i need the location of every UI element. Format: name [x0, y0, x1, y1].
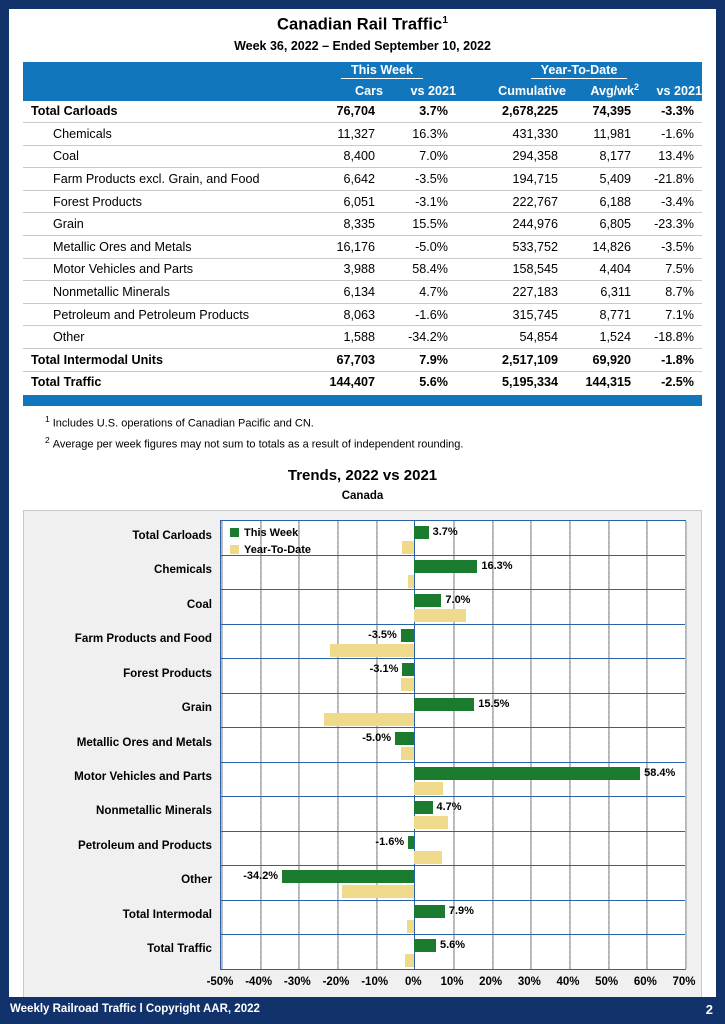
cell-cars: 144,407 [329, 375, 375, 390]
chart-gridline [337, 521, 339, 969]
chart-bar [414, 594, 441, 607]
chart-x-tick-label: 20% [479, 975, 503, 988]
chart-bar [330, 644, 414, 657]
cell-category: Other [23, 326, 308, 349]
traffic-table-body [23, 101, 702, 394]
cell-cumulative: 2,678,225 [456, 101, 566, 123]
chart-bar-label: 7.0% [445, 594, 471, 607]
table-row [23, 236, 702, 259]
cell-category: Grain [23, 213, 308, 236]
col-header-category [23, 81, 308, 101]
cell-avg: 5,409 [566, 168, 639, 191]
chart-bar [414, 767, 640, 780]
col-header-avg-per-week: Avg/$wk^2$ [566, 81, 639, 101]
chart-bar-label: -5.0% [362, 732, 391, 745]
chart-bar [414, 609, 466, 622]
cell-wk-pct: 7.0% [383, 145, 456, 168]
chart-bar [414, 560, 477, 573]
cell-avg: 69,920 [566, 349, 639, 372]
chart-category-label: Grain [181, 701, 212, 715]
cell-cars: 8,400 [308, 145, 383, 168]
cell-cumulative: 5,195,334 [501, 375, 558, 390]
legend-swatch-this-week [230, 528, 239, 537]
chart-row-separator [221, 831, 685, 832]
cell-cars: 1,588 [308, 326, 383, 349]
chart-bar [324, 713, 414, 726]
table-row [23, 326, 702, 349]
cell-cars: 8,335 [308, 213, 383, 236]
chart-category-label: Total Intermodal [122, 907, 212, 921]
chart-gridline [453, 521, 455, 969]
chart-bar-label: 5.6% [439, 939, 466, 952]
chart-bar-label: -1.6% [375, 835, 405, 848]
cell-ytd-pct: -23.3% [639, 213, 702, 236]
footnote-2: $^2$ Average per week figures may not sum to totals as a result of independent rounding. [45, 434, 464, 451]
cell-wk-pct: 4.7% [383, 281, 456, 304]
cell-ytd-pct: -1.6% [639, 123, 702, 146]
chart-category-label: Total Carloads [132, 528, 212, 542]
chart-bar [414, 782, 443, 795]
chart-bar-label: 7.9% [448, 904, 474, 917]
chart-gridline [646, 521, 648, 969]
chart-bar [414, 698, 474, 711]
table-row [23, 168, 702, 191]
chart-row-separator [221, 865, 685, 866]
chart-row-separator [221, 900, 685, 901]
chart-category-label: Metallic Ores and Metals [76, 735, 212, 749]
cell-wk-pct: 16.3% [383, 123, 456, 146]
table-row [23, 258, 702, 281]
chart-zero-axis [414, 521, 415, 969]
chart-bar [407, 920, 414, 933]
col-header-ytd-vs-2021: vs 2021 [639, 81, 702, 101]
chart-bar-label: 15.5% [478, 697, 510, 710]
cell-category: Total Carloads [23, 101, 308, 123]
table-row [23, 349, 702, 372]
chart-x-tick-label: -30% [283, 975, 311, 988]
cell-ytd-pct: -3.3% [639, 101, 702, 123]
legend-item-year-to-date: Year-To-Date [230, 544, 311, 556]
cell-ytd-pct: 8.7% [639, 281, 702, 304]
cell-avg: 6,311 [566, 281, 639, 304]
cell-cars: 11,327 [308, 123, 383, 146]
cell-avg: 14,826 [566, 236, 639, 259]
chart-row-separator [221, 934, 685, 935]
chart-bar [402, 663, 414, 676]
chart-bar [401, 678, 414, 691]
chart-x-tick-label: 0% [405, 975, 422, 988]
chart-gridline [608, 521, 610, 969]
chart-bar-label: 4.7% [436, 801, 462, 814]
chart-row-separator [221, 624, 685, 625]
cell-category: Coal [23, 145, 308, 168]
cell-ytd-pct: -3.4% [639, 190, 702, 213]
table-row [23, 281, 702, 304]
page-title-footnote-marker: 1 [442, 15, 448, 26]
cell-cumulative: 54,854 [456, 326, 566, 349]
table-column-header-row [23, 81, 702, 101]
chart-x-tick-label: 30% [517, 975, 541, 988]
cell-category: Farm Products excl. Grain, and Food [23, 168, 308, 191]
col-header-week-vs-2021: vs 2021 [383, 81, 456, 101]
chart-x-tick-label: 60% [633, 975, 657, 988]
cell-avg: 6,188 [566, 190, 639, 213]
cell-cumulative: 222,767 [456, 190, 566, 213]
chart-category-label: Forest Products [123, 666, 212, 680]
cell-category: Total Intermodal Units [23, 349, 308, 372]
table-row [23, 190, 702, 213]
cell-cumulative: 315,745 [456, 303, 566, 326]
cell-cumulative: 227,183 [456, 281, 566, 304]
footnote-1: $^1$ Includes U.S. operations of Canadian Pacific and CN. [45, 414, 314, 430]
footer-page-number: 2 [705, 1002, 713, 1017]
chart-x-tick-label: 50% [595, 975, 619, 988]
chart-bar-label: -3.1% [369, 663, 399, 676]
cell-avg: 1,524 [566, 326, 639, 349]
cell-category: Metallic Ores and Metals [23, 236, 308, 259]
footer-text: Weekly Railroad Traffic l Copyright AAR, 2022 [10, 1003, 260, 1015]
chart-category-label: Chemicals [154, 563, 212, 577]
chart-bar [414, 851, 441, 864]
cell-cars: 3,988 [308, 258, 383, 281]
chart-bar [414, 905, 445, 918]
cell-category: Motor Vehicles and Parts [23, 258, 308, 281]
table-row [23, 303, 702, 326]
chart-category-label: Farm Products and Food [74, 632, 212, 646]
chart-gridline [530, 521, 532, 969]
chart-gridline [298, 521, 300, 969]
chart-gridline [569, 521, 571, 969]
chart-bar [395, 732, 414, 745]
chart-bar-label: 3.7% [432, 525, 458, 538]
cell-cumulative: 2,517,109 [456, 349, 566, 372]
cell-wk-pct: -5.0% [383, 236, 456, 259]
chart-x-tick-label: 70% [672, 975, 696, 988]
chart-bar-label: 58.4% [644, 766, 676, 779]
cell-avg: 74,395 [566, 101, 639, 123]
cell-category: Nonmetallic Minerals [23, 281, 308, 304]
chart-x-tick-label: -50% [206, 975, 234, 988]
chart-bar-label: -34.2% [243, 870, 279, 883]
cell-ytd-pct: -1.8% [639, 349, 702, 372]
table-group-header-row [23, 62, 702, 81]
cell-category: Forest Products [23, 190, 308, 213]
chart-bar [414, 526, 428, 539]
cell-wk-pct: -3.1% [383, 190, 456, 213]
chart-bar [342, 885, 415, 898]
page-subtitle: Week 36, 2022 – Ended September 10, 2022 [234, 38, 491, 53]
chart-bar [405, 954, 415, 967]
table-row [23, 145, 702, 168]
chart-gridline [221, 521, 223, 969]
chart-row-separator [221, 762, 685, 763]
chart-category-label: Motor Vehicles and Parts [74, 769, 212, 783]
cell-avg: 4,404 [566, 258, 639, 281]
table-row [23, 101, 702, 123]
footnotes [45, 411, 702, 452]
traffic-table-wrapper [23, 62, 702, 394]
table-row [23, 213, 702, 236]
chart-category-label: Total Traffic [147, 942, 212, 956]
chart-category-label: Petroleum and Products [78, 838, 212, 852]
chart-bar [414, 801, 432, 814]
cell-ytd-pct: 7.1% [639, 303, 702, 326]
chart-subtitle: Canada [341, 489, 384, 502]
group-header-this-week: This Week [308, 62, 456, 81]
cell-ytd-pct: -3.5% [639, 236, 702, 259]
chart-row-separator [221, 589, 685, 590]
cell-avg: 11,981 [566, 123, 639, 146]
table-bottom-band [23, 395, 702, 406]
chart-bar [402, 541, 415, 554]
cell-cars: 76,704 [308, 101, 383, 123]
cell-category: Chemicals [23, 123, 308, 146]
cell-cars: 16,176 [308, 236, 383, 259]
chart-plot-area [220, 520, 686, 970]
legend-item-this-week: This Week [230, 527, 298, 539]
chart-x-tick-label: -20% [322, 975, 350, 988]
cell-cars: 6,642 [308, 168, 383, 191]
chart-bar [401, 747, 415, 760]
chart-bar [408, 836, 414, 849]
page-title-text: Canadian Rail Traffic [277, 15, 443, 34]
cell-cars: 6,134 [308, 281, 383, 304]
chart-row-separator [221, 796, 685, 797]
cell-cars: 67,703 [308, 349, 383, 372]
chart-gridline [492, 521, 494, 969]
chart-bar-label: -3.5% [368, 628, 397, 641]
chart-title: Trends, 2022 vs 2021 [287, 466, 438, 484]
legend-swatch-year-to-date [230, 545, 239, 554]
cell-avg: 6,805 [566, 213, 639, 236]
cell-wk-pct: 15.5% [383, 213, 456, 236]
cell-ytd-pct: -21.8% [639, 168, 702, 191]
cell-category: Petroleum and Petroleum Products [23, 303, 308, 326]
chart-bar [408, 575, 414, 588]
chart-x-tick-label: -10% [361, 975, 389, 988]
chart-gridline [260, 521, 262, 969]
chart-gridline [685, 521, 687, 969]
group-header-blank [23, 62, 308, 81]
cell-ytd-pct: -18.8% [639, 326, 702, 349]
chart-category-label: Coal [186, 597, 212, 611]
chart-category-label: Nonmetallic Minerals [96, 804, 212, 818]
chart-x-tick-label: 40% [556, 975, 580, 988]
cell-cumulative: 158,545 [456, 258, 566, 281]
cell-cumulative: 533,752 [456, 236, 566, 259]
cell-wk-pct: 3.7% [383, 101, 456, 123]
table-row [23, 123, 702, 146]
trends-chart [23, 510, 702, 1007]
cell-avg: 8,177 [566, 145, 639, 168]
col-header-cumulative: Cumulative [456, 81, 566, 101]
chart-category-label: Other [181, 873, 212, 887]
chart-row-separator [221, 727, 685, 728]
chart-bar [414, 816, 448, 829]
cell-cumulative: 431,330 [456, 123, 566, 146]
cell-category: Total Traffic [31, 375, 102, 390]
cell-cars: 6,051 [308, 190, 383, 213]
title-block [9, 9, 716, 53]
chart-row-separator [221, 693, 685, 694]
cell-cumulative: 294,358 [456, 145, 566, 168]
cell-ytd-pct: 7.5% [639, 258, 702, 281]
cell-wk-pct: -1.6% [383, 303, 456, 326]
cell-ytd-pct: 13.4% [639, 145, 702, 168]
cell-cumulative: 194,715 [456, 168, 566, 191]
table-row [23, 371, 702, 393]
page-title [9, 15, 716, 35]
cell-wk-pct: 58.4% [383, 258, 456, 281]
traffic-table [23, 62, 702, 394]
chart-bar [282, 870, 414, 883]
page-footer [0, 997, 725, 1024]
cell-cumulative: 244,976 [456, 213, 566, 236]
chart-bar-label: 16.3% [481, 559, 513, 572]
cell-wk-pct: 5.6% [419, 375, 448, 390]
cell-wk-pct: 7.9% [383, 349, 456, 372]
chart-x-tick-label: 10% [440, 975, 464, 988]
chart-bar [414, 939, 436, 952]
chart-bar [401, 629, 415, 642]
cell-wk-pct: -3.5% [383, 168, 456, 191]
cell-avg: 144,315 [585, 375, 631, 390]
group-header-ytd: Year-To-Date [456, 62, 702, 81]
chart-row-separator [221, 658, 685, 659]
cell-wk-pct: -34.2% [383, 326, 456, 349]
cell-avg: 8,771 [566, 303, 639, 326]
chart-x-tick-label: -40% [245, 975, 273, 988]
page-content [9, 9, 716, 1024]
col-header-cars: Cars [308, 81, 383, 101]
cell-cars: 8,063 [308, 303, 383, 326]
cell-ytd-pct: -2.5% [661, 375, 694, 390]
